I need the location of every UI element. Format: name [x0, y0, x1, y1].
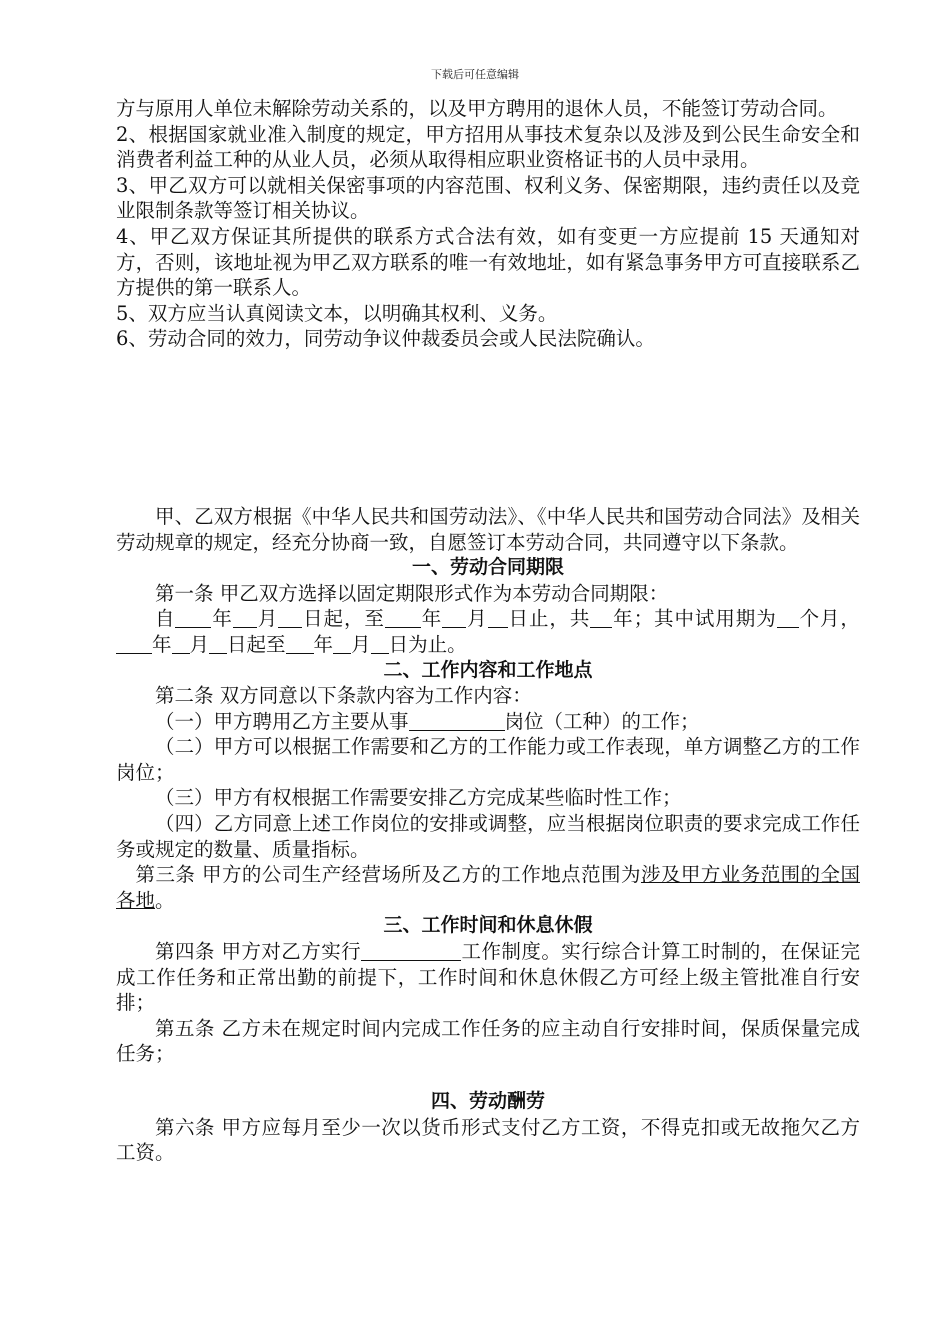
work-item-1: （一）甲方聘用乙方主要从事 岗位（工种）的工作；: [155, 709, 700, 733]
work-item-4: （四）乙方同意上述工作岗位的安排或调整，应当根据岗位职责的要求完成工作任务或规定的数量、质量指标。: [116, 812, 860, 861]
clause-continuation: 方与原用人单位未解除劳动关系的，以及甲方聘用的退休人员，不能签订劳动合同。: [116, 97, 838, 120]
clause-6: 6、劳动合同的效力，同劳动争议仲裁委员会或人民法院确认。: [116, 327, 655, 351]
blank-space: [116, 1067, 860, 1089]
clause-3: 3、甲乙双方可以就相关保密事项的内容范围、权利义务、保密期限，违约责任以及竞业限制条款等签订相关协议。: [116, 173, 860, 223]
document-body: [116, 96, 860, 1166]
blank-work-system[interactable]: [361, 940, 461, 961]
work-item-3: （三）甲方有权根据工作需要安排乙方完成某些临时性工作；: [155, 786, 682, 810]
blank-end-month[interactable]: [442, 607, 466, 628]
blank-start-year[interactable]: [175, 607, 211, 628]
blank-probation-end-day[interactable]: [371, 633, 389, 654]
blank-probation-end-year[interactable]: [286, 633, 314, 654]
blank-probation-months[interactable]: [777, 607, 799, 628]
section-heading-work: 二、工作内容和工作地点: [383, 658, 593, 681]
blank-start-month[interactable]: [233, 607, 257, 628]
preamble: 甲、乙双方根据《中华人民共和国劳动法》、《中华人民共和国劳动合同法》及相关劳动规章的规定，经充分协商一致，自愿签订本劳动合同，共同遵守以下条款。: [116, 504, 860, 554]
blank-end-day[interactable]: [488, 607, 508, 628]
article-3: 第三条 甲方的公司生产经营场所及乙方的工作地点范围为涉及甲方业务范围的全国各地。: [116, 863, 860, 912]
contract-term-line: 自 年 月 日起，至 年 月 日止，共 年；其中试用期为 个月，年 月 日起至 年 月 日为止。: [116, 606, 860, 657]
section-heading-pay: 四、劳动酬劳: [430, 1090, 545, 1112]
blank-end-year[interactable]: [385, 607, 421, 628]
section-heading-hours: 三、工作时间和休息休假: [383, 914, 593, 937]
blank-start-day[interactable]: [278, 607, 302, 628]
article-2: 第二条 双方同意以下条款内容为工作内容：: [155, 684, 532, 708]
clause-5: 5、双方应当认真阅读文本，以明确其权利、义务。: [116, 301, 558, 325]
blank-space: [116, 352, 860, 504]
blank-probation-start-day[interactable]: [209, 633, 227, 654]
blank-position[interactable]: [409, 710, 505, 731]
clause-4: 4、甲乙双方保证其所提供的联系方式合法有效，如有变更一方应提前 15 天通知对方，否则，该地址视为甲乙双方联系的唯一有效地址，如有紧急事务甲方可直接联系乙方提供的第一联系人。: [116, 224, 860, 300]
work-item-2: （二）甲方可以根据工作需要和乙方的工作能力或工作表现，单方调整乙方的工作岗位；: [116, 735, 860, 784]
section-heading-term: 一、劳动合同期限: [411, 556, 564, 579]
page-header: 下载后可任意编辑: [431, 68, 519, 81]
article-1: 第一条 甲乙双方选择以固定期限形式作为本劳动合同期限：: [155, 581, 669, 605]
blank-probation-start-month[interactable]: [172, 633, 190, 654]
article-4: 第四条 甲方对乙方实行 工作制度。实行综合计算工时制的，在保证完成工作任务和正常出勤的前提下，工作时间和休息休假乙方可经上级主管批准自行安排；: [116, 940, 860, 1015]
blank-probation-start-year[interactable]: [116, 633, 152, 654]
article-5: 第五条 乙方未在规定时间内完成工作任务的应主动自行安排时间，保质保量完成任务；: [116, 1016, 860, 1066]
blank-probation-end-month[interactable]: [333, 633, 351, 654]
clause-2: 2、根据国家就业准入制度的规定，甲方招用从事技术复杂以及涉及到公民生命安全和消费者利益工种的从业人员，必须从取得相应职业资格证书的人员中录用。: [116, 122, 860, 172]
article-6: 第六条 甲方应每月至少一次以货币形式支付乙方工资，不得克扣或无故拖欠乙方工资。: [116, 1115, 860, 1165]
work-location: 涉及甲方业务范围的全国各地: [116, 863, 860, 912]
blank-total-years[interactable]: [590, 607, 612, 628]
